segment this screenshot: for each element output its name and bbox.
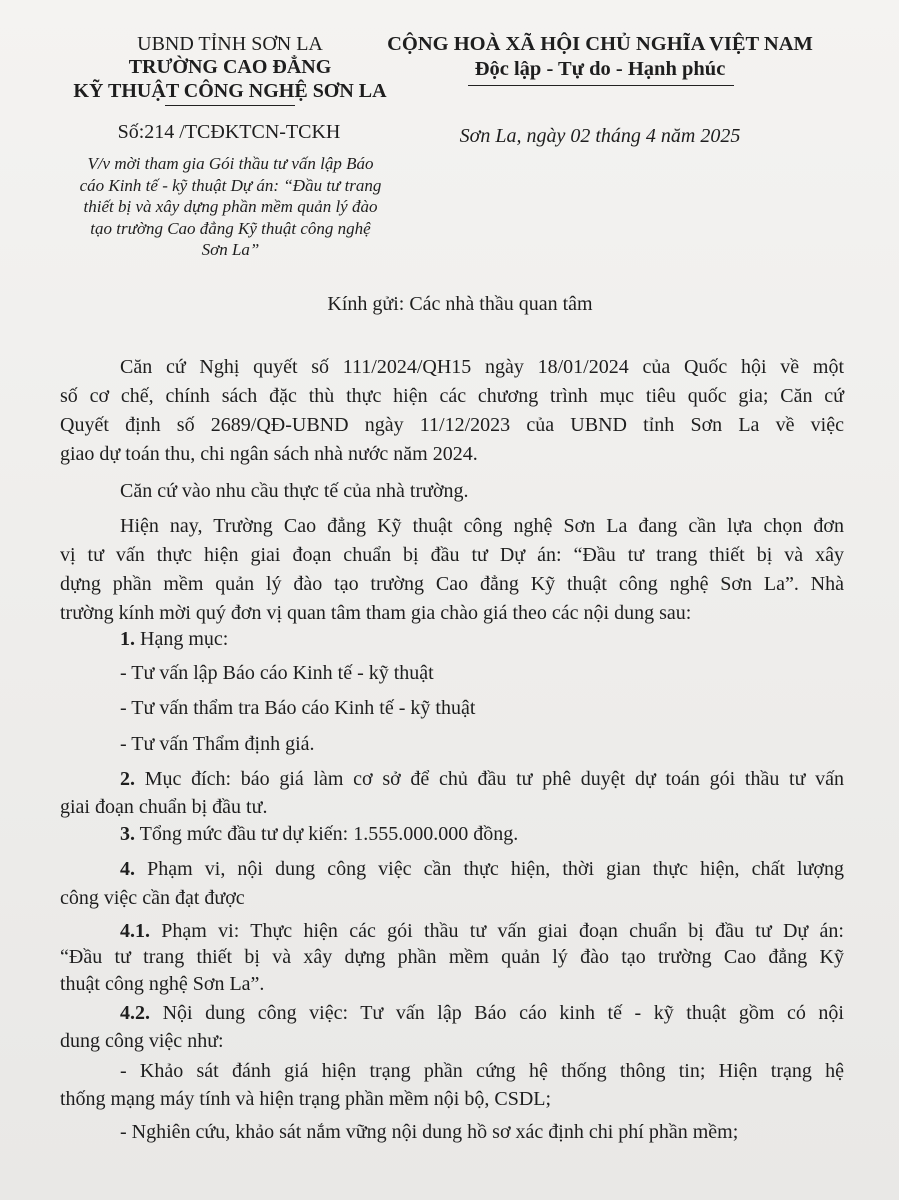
subject-line: Sơn La” <box>201 240 260 259</box>
list-item: - Tư vấn thẩm tra Báo cáo Kinh tế - kỹ thuật <box>120 697 476 719</box>
section-line <box>60 768 844 791</box>
section-line <box>60 920 844 943</box>
section-line: thuật công nghệ Sơn La”. <box>60 973 265 995</box>
paragraph-line: dựng phần mềm quản lý đào tạo trường Cao đẳng Kỹ thuật công nghệ Sơn La”. Nhà <box>60 573 844 595</box>
section-line <box>60 823 844 846</box>
section-heading <box>60 628 844 651</box>
paragraph-line: vị tư vấn thực hiện giai đoạn chuẩn bị đầu tư Dự án: “Đầu tư trang thiết bị và xây <box>60 544 844 566</box>
section-line: công việc cần đạt được <box>60 887 245 909</box>
subject-line: cáo Kinh tế - kỹ thuật Dự án: “Đầu tư trang <box>79 175 382 195</box>
list-item: - Tư vấn lập Báo cáo Kinh tế - kỹ thuật <box>120 662 434 684</box>
bullet-line: - Khảo sát đánh giá hiện trạng phần cứng hệ thống thông tin; Hiện trạng hệ <box>120 1060 844 1082</box>
paragraph-line: Căn cứ Nghị quyết số 111/2024/QH15 ngày 18/01/2024 của Quốc hội về một <box>120 356 844 378</box>
section-line: “Đầu tư trang thiết bị và xây dựng phần mềm quản lý đào tạo trường Cao đẳng Kỹ <box>60 946 844 968</box>
section-text: Tổng mức đầu tư dự kiến: 1.555.000.000 đồng. <box>135 823 519 845</box>
subject-line: thiết bị và xây dựng phần mềm quản lý đào <box>83 197 378 216</box>
bullet-line: thống mạng máy tính và hiện trạng phần mềm nội bộ, CSDL; <box>60 1088 552 1110</box>
place-date: Sơn La, ngày 02 tháng 4 năm 2025 <box>459 125 741 147</box>
subject-line: tạo trường Cao đẳng Kỹ thuật công nghệ <box>90 218 371 238</box>
paragraph-line: Căn cứ vào nhu cầu thực tế của nhà trường. <box>120 480 469 502</box>
paragraph-line: giao dự toán thu, chi ngân sách nhà nước năm 2024. <box>60 443 478 465</box>
org-parent: UBND TỈNH SƠN LA <box>137 33 323 55</box>
org-name-line2: KỸ THUẬT CÔNG NGHỆ SƠN LA <box>73 80 387 102</box>
document-number: Số:214 /TCĐKTCN-TCKH <box>117 121 341 143</box>
section-number: 2. <box>120 768 135 790</box>
bullet-line: - Nghiên cứu, khảo sát nắm vững nội dung hồ sơ xác định chi phí phần mềm; <box>120 1121 739 1143</box>
section-text: Mục đích: báo giá làm cơ sở để chủ đầu tư phê duyệt dự toán gói thầu tư vấn <box>135 768 844 790</box>
subject-line: V/v mời tham gia Gói thầu tư vấn lập Báo <box>87 154 374 173</box>
motto-underline <box>468 85 734 86</box>
section-number: 4.2. <box>120 1002 150 1024</box>
list-item: - Tư vấn Thẩm định giá. <box>120 733 315 755</box>
document-subject <box>58 153 403 261</box>
section-text: Nội dung công việc: Tư vấn lập Báo cáo kinh tế - kỹ thuật gồm có nội <box>150 1002 844 1024</box>
paragraph-line: trường kính mời quý đơn vị quan tâm tham gia chào giá theo các nội dung sau: <box>60 602 692 624</box>
org-name-line1: TRƯỜNG CAO ĐẲNG <box>128 56 332 78</box>
org-underline <box>165 105 295 106</box>
section-text: Phạm vi, nội dung công việc cần thực hiện, thời gian thực hiện, chất lượng <box>135 858 844 880</box>
recipient-line: Kính gửi: Các nhà thầu quan tâm <box>327 293 593 315</box>
section-number: 4.1. <box>120 920 150 942</box>
paragraph-line: số cơ chế, chính sách đặc thù thực hiện các chương trình mục tiêu quốc gia; Căn cứ <box>60 385 844 407</box>
section-line <box>60 1002 844 1025</box>
paragraph-line: Hiện nay, Trường Cao đẳng Kỹ thuật công nghệ Sơn La đang cần lựa chọn đơn <box>120 515 844 537</box>
national-motto: Độc lập - Tự do - Hạnh phúc <box>474 58 726 80</box>
section-line: giai đoạn chuẩn bị đầu tư. <box>60 796 268 818</box>
section-number: 3. <box>120 823 135 845</box>
paragraph-line: Quyết định số 2689/QĐ-UBND ngày 11/12/2023 của UBND tỉnh Sơn La về việc <box>60 414 844 436</box>
national-title: CỘNG HOÀ XÃ HỘI CHỦ NGHĨA VIỆT NAM <box>387 33 813 55</box>
section-number: 4. <box>120 858 135 880</box>
section-line <box>60 858 844 881</box>
section-line: dung công việc như: <box>60 1030 224 1052</box>
section-text: Hạng mục: <box>135 628 229 650</box>
section-number: 1. <box>120 628 135 650</box>
section-text: Phạm vi: Thực hiện các gói thầu tư vấn giai đoạn chuẩn bị đầu tư Dự án: <box>150 920 844 942</box>
